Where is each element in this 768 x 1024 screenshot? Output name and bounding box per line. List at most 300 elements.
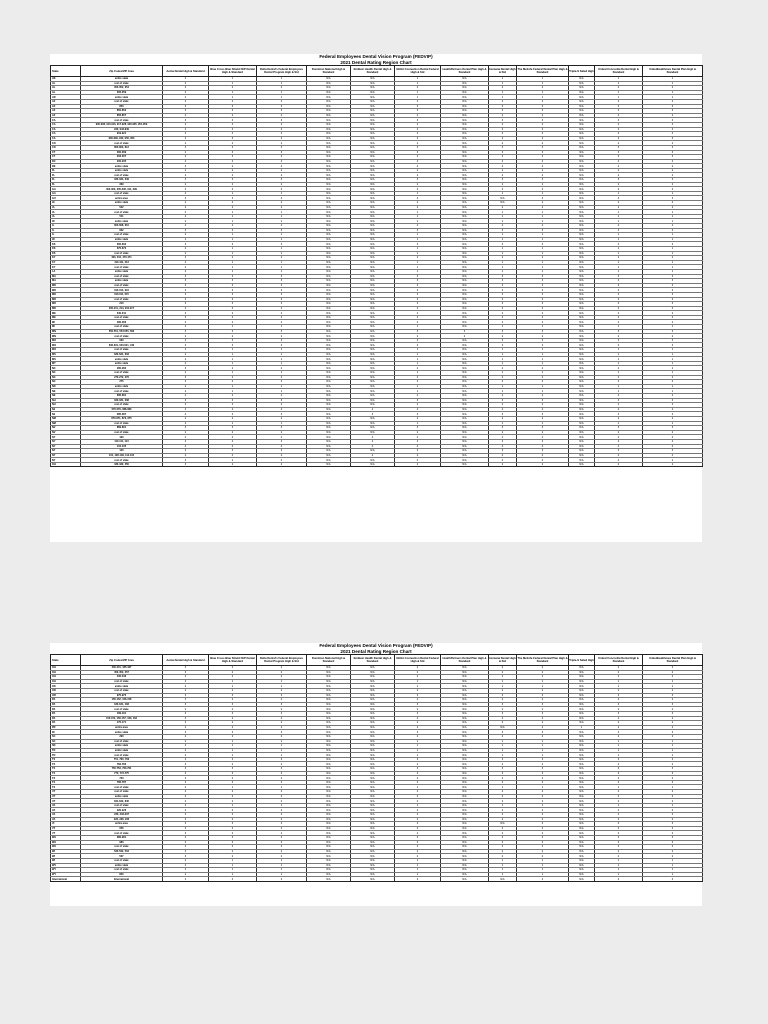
state-cell: NE [51,393,81,398]
region-cell: 3 [395,109,441,114]
region-cell: 4 [257,122,307,127]
region-cell: 3 [257,693,307,698]
region-cell: 1 [257,210,307,215]
region-cell: 2 [209,403,257,408]
region-cell: N/A [569,136,595,141]
region-cell: N/A [569,748,595,753]
region-cell: 1 [489,77,517,82]
region-cell: N/A [569,260,595,265]
region-cell: N/A [351,191,395,196]
region-cell: N/A [569,817,595,822]
region-cell: N/A [351,771,395,776]
region-cell: 1 [643,739,703,744]
region-cell: 2 [489,113,517,118]
region-cell: N/A [351,384,395,389]
state-cell: VA [51,808,81,813]
region-cell: N/A [307,813,351,818]
state-cell: NJ [51,407,81,412]
region-cell: 2 [489,849,517,854]
region-cell: N/A [307,384,351,389]
region-cell: 1 [643,90,703,95]
zip-area-cell: 339 [81,182,163,187]
region-cell: 3 [517,145,569,150]
region-cell: 3 [395,711,441,716]
column-header-plan: Emblem Health Dental High & Standard [351,66,395,77]
region-cell: 1 [395,95,441,100]
region-cell: N/A [569,785,595,790]
region-cell: 1 [395,219,441,224]
region-cell: N/A [307,260,351,265]
region-cell: N/A [441,274,489,279]
region-cell: 4 [595,407,643,412]
region-cell: 3 [517,822,569,827]
region-cell: 1 [489,803,517,808]
region-cell: 2 [257,790,307,795]
region-cell: 4 [209,159,257,164]
region-cell: 2 [643,113,703,118]
region-cell: 2 [643,393,703,398]
region-cell: N/A [351,251,395,256]
region-cell: N/A [569,845,595,850]
zip-area-cell: 280-282 [81,366,163,371]
region-cell: N/A [351,334,395,339]
region-cell: N/A [351,421,395,426]
zip-area-cell: 430-433 [81,675,163,680]
region-cell: 3 [163,292,209,297]
region-cell: N/A [441,393,489,398]
region-cell: N/A [351,145,395,150]
state-cell: KY [51,265,81,270]
region-cell: N/A [351,707,395,712]
region-cell: 2 [163,90,209,95]
region-cell: 2 [595,205,643,210]
state-cell: NV [51,430,81,435]
region-cell: 4 [489,132,517,137]
region-cell: 3 [163,840,209,845]
region-cell: 1 [257,90,307,95]
zip-area-cell: 600-608, 610 [81,224,163,229]
region-cell: 2 [643,380,703,385]
region-cell: N/A [441,757,489,762]
region-cell: 4 [595,435,643,440]
state-cell: WI [51,858,81,863]
region-cell: 1 [209,389,257,394]
region-cell: N/A [569,675,595,680]
region-cell: 2 [209,721,257,726]
chart-page-2 [50,643,702,906]
region-cell: N/A [307,725,351,730]
zip-area-cell: 070-079, 088-089 [81,407,163,412]
region-cell: 2 [517,205,569,210]
region-cell: N/A [569,164,595,169]
region-cell: 1 [257,269,307,274]
region-cell: 3 [489,702,517,707]
region-cell: 1 [257,237,307,242]
region-cell: 2 [643,831,703,836]
zip-area-cell: 751, 760, 762 [81,757,163,762]
region-cell: N/A [441,214,489,219]
region-cell: N/A [307,173,351,178]
region-cell: 3 [643,711,703,716]
region-cell: 2 [257,320,307,325]
region-cell: 1 [595,739,643,744]
region-cell: 1 [489,191,517,196]
region-cell: N/A [569,835,595,840]
region-cell: 2 [163,173,209,178]
region-cell: 3 [395,302,441,307]
state-cell: MD [51,292,81,297]
zip-area-cell: 180-181, 183 [81,702,163,707]
region-cell: N/A [441,279,489,284]
region-cell: 2 [163,269,209,274]
region-cell: N/A [569,444,595,449]
region-cell: 1 [569,725,595,730]
region-cell: 1 [517,361,569,366]
region-cell: N/A [569,421,595,426]
region-cell: N/A [441,141,489,146]
state-cell: DE [51,164,81,169]
zip-area-cell: 750-753, 760-761 [81,767,163,772]
region-cell: N/A [307,201,351,206]
column-header-plan: The MetLife Federal Dental Plan High & Standard [517,655,569,666]
region-cell: 2 [257,794,307,799]
zip-area-cell: entire state [81,168,163,173]
region-cell: N/A [569,81,595,86]
region-cell: 1 [643,348,703,353]
region-cell: N/A [441,808,489,813]
region-cell: N/A [307,77,351,82]
region-cell: 2 [489,315,517,320]
region-cell: N/A [441,721,489,726]
region-cell: 1 [643,95,703,100]
region-cell: N/A [351,698,395,703]
region-cell: 1 [595,260,643,265]
region-cell: 2 [395,141,441,146]
region-cell: 2 [517,716,569,721]
region-cell: N/A [441,325,489,330]
state-cell: NJ [51,412,81,417]
region-cell: N/A [569,77,595,82]
region-cell: 2 [395,721,441,726]
region-cell: N/A [307,320,351,325]
zip-area-cell: rest of state [81,297,163,302]
region-cell: 2 [395,670,441,675]
region-cell: 3 [643,118,703,123]
region-cell: 3 [163,771,209,776]
region-cell: 3 [517,288,569,293]
zip-area-cell: entire area [81,725,163,730]
table-body [51,666,703,882]
region-cell: 3 [163,831,209,836]
region-cell: 4 [643,224,703,229]
region-cell: N/A [569,872,595,877]
region-cell: 3 [163,813,209,818]
region-cell: 3 [489,767,517,772]
region-cell: 1 [209,384,257,389]
region-cell: N/A [569,858,595,863]
region-cell: 4 [395,808,441,813]
region-cell: N/A [441,389,489,394]
region-cell: N/A [441,191,489,196]
region-cell: 1 [209,90,257,95]
region-cell: 1 [209,858,257,863]
region-cell: N/A [569,219,595,224]
zip-area-cell: 919-921 [81,132,163,137]
region-cell: 2 [257,675,307,680]
region-cell: N/A [307,854,351,859]
region-cell: N/A [351,361,395,366]
region-cell: 1 [595,863,643,868]
region-cell: N/A [351,95,395,100]
region-cell: N/A [351,863,395,868]
region-cell: N/A [351,201,395,206]
region-cell: 2 [489,334,517,339]
region-cell: N/A [441,159,489,164]
region-cell: 2 [209,826,257,831]
region-cell: N/A [307,210,351,215]
region-cell: 2 [257,688,307,693]
region-cell: 3 [489,145,517,150]
region-cell: N/A [351,242,395,247]
region-cell: N/A [351,338,395,343]
region-cell: 1 [517,684,569,689]
state-cell: RI [51,730,81,735]
zip-area-cell: 630 [81,338,163,343]
region-cell: 2 [489,173,517,178]
region-cell: 2 [163,348,209,353]
region-cell: N/A [441,288,489,293]
region-cell: 1 [643,361,703,366]
region-cell: 2 [257,817,307,822]
region-cell: 1 [643,803,703,808]
region-cell: N/A [569,790,595,795]
region-cell: 2 [257,458,307,463]
region-cell: 3 [489,835,517,840]
column-header-plan: The MetLife Federal Dental Plan High & Standard [517,66,569,77]
region-cell: 1 [209,803,257,808]
title-line-2: 2021 Dental Rating Region Chart [340,648,412,654]
state-cell: TX [51,780,81,785]
region-cell: 2 [643,734,703,739]
region-cell: N/A [351,371,395,376]
state-cell: OH [51,679,81,684]
region-cell: 2 [595,86,643,91]
region-cell: N/A [441,767,489,772]
region-cell: 3 [489,730,517,735]
region-cell: N/A [307,808,351,813]
region-cell: N/A [307,237,351,242]
region-cell: N/A [569,375,595,380]
region-cell: 3 [489,449,517,454]
region-cell: 3 [489,297,517,302]
region-cell: N/A [307,357,351,362]
region-cell: N/A [351,430,395,435]
region-cell: N/A [307,187,351,192]
zip-area-cell: rest of state [81,421,163,426]
region-cell: 2 [257,799,307,804]
region-cell: N/A [569,315,595,320]
column-header-plan: UnitedHealthcare Dental Plan High & Standard [643,66,703,77]
region-cell: 2 [489,256,517,261]
region-cell: 1 [595,233,643,238]
region-cell: 2 [489,716,517,721]
region-cell: N/A [569,182,595,187]
region-cell: 3 [595,822,643,827]
state-cell: ME [51,311,81,316]
state-cell: WI [51,849,81,854]
region-cell: N/A [441,361,489,366]
region-cell: 2 [643,430,703,435]
region-cell: N/A [307,150,351,155]
region-cell: 3 [163,118,209,123]
state-cell: IA [51,205,81,210]
region-cell: 2 [395,320,441,325]
region-cell: 2 [489,164,517,169]
region-cell: 1 [517,348,569,353]
region-cell: 1 [643,679,703,684]
region-cell: N/A [351,205,395,210]
region-cell: 2 [643,99,703,104]
region-cell: N/A [307,426,351,431]
header-row [51,655,703,666]
state-cell: OR [51,688,81,693]
region-cell: 3 [257,178,307,183]
region-cell: N/A [307,794,351,799]
region-cell: 2 [163,393,209,398]
region-cell: 4 [517,808,569,813]
region-cell: 3 [643,187,703,192]
region-cell: 3 [209,840,257,845]
region-cell: 3 [643,145,703,150]
region-cell: N/A [351,315,395,320]
region-cell: 1 [395,233,441,238]
region-cell: 4 [351,407,395,412]
region-cell: 3 [643,398,703,403]
region-cell: N/A [351,210,395,215]
region-cell: 2 [489,182,517,187]
region-cell: 2 [209,164,257,169]
region-cell: 1 [209,246,257,251]
region-cell: N/A [569,297,595,302]
region-cell: 3 [517,104,569,109]
region-cell: N/A [489,822,517,827]
region-cell: N/A [441,306,489,311]
region-cell: N/A [307,228,351,233]
region-cell: 4 [489,224,517,229]
region-cell: 2 [257,311,307,316]
region-cell: 3 [163,320,209,325]
region-cell: 2 [257,366,307,371]
region-cell: 4 [643,435,703,440]
region-cell: 3 [257,228,307,233]
region-cell: N/A [307,265,351,270]
region-cell: N/A [441,150,489,155]
region-cell: 2 [643,458,703,463]
region-cell: N/A [441,398,489,403]
region-cell: 1 [595,357,643,362]
region-cell: 3 [489,187,517,192]
region-cell: 2 [595,707,643,712]
region-cell: 1 [395,348,441,353]
region-cell: 1 [257,748,307,753]
region-cell: 2 [163,794,209,799]
region-cell: N/A [569,840,595,845]
region-cell: 2 [517,380,569,385]
region-cell: 2 [395,817,441,822]
zip-area-cell: rest of state [81,371,163,376]
zip-area-cell: entire state [81,748,163,753]
region-cell: 2 [395,813,441,818]
region-cell: N/A [307,721,351,726]
region-cell: N/A [441,868,489,873]
region-cell: 1 [489,348,517,353]
region-cell: 2 [209,675,257,680]
region-cell: 1 [517,325,569,330]
region-cell: 2 [163,325,209,330]
region-cell: N/A [351,196,395,201]
column-header-plan: United Concordia Dental High & Standard [595,655,643,666]
region-cell: 4 [351,444,395,449]
region-cell: 4 [209,453,257,458]
zip-area-cell: entire state [81,384,163,389]
region-cell: N/A [569,398,595,403]
region-cell: 3 [163,380,209,385]
region-cell: 2 [517,320,569,325]
region-cell: 1 [643,863,703,868]
region-cell: 1 [395,384,441,389]
region-cell: 3 [163,164,209,169]
region-cell: 2 [595,734,643,739]
region-cell: 2 [489,430,517,435]
region-cell: 4 [163,835,209,840]
zip-area-cell: entire state [81,95,163,100]
region-cell: 1 [595,95,643,100]
zip-area-cell: entire state [81,201,163,206]
region-cell: 1 [489,384,517,389]
region-cell: 1 [643,357,703,362]
region-cell: 1 [595,389,643,394]
region-cell: N/A [569,279,595,284]
region-cell: N/A [351,762,395,767]
region-cell: N/A [351,776,395,781]
region-cell: 2 [163,845,209,850]
region-cell: 2 [209,393,257,398]
region-cell: 1 [209,251,257,256]
region-cell: 2 [643,416,703,421]
region-cell: N/A [569,338,595,343]
region-cell: 3 [163,274,209,279]
region-cell: 1 [489,361,517,366]
region-cell: 1 [643,421,703,426]
region-cell: N/A [307,753,351,758]
region-cell: 2 [395,430,441,435]
region-cell: N/A [569,684,595,689]
region-cell: 3 [257,822,307,827]
region-cell: 1 [209,214,257,219]
region-cell: 3 [209,426,257,431]
region-cell: 3 [517,242,569,247]
zip-area-cell: 200-205 [81,159,163,164]
region-cell: 3 [595,178,643,183]
region-cell: N/A [351,224,395,229]
region-cell: 4 [163,453,209,458]
region-cell: 2 [643,173,703,178]
region-cell: 3 [163,145,209,150]
region-cell: 3 [517,840,569,845]
region-cell: 3 [643,228,703,233]
region-cell: N/A [441,444,489,449]
zip-area-cell: 980-981 [81,835,163,840]
